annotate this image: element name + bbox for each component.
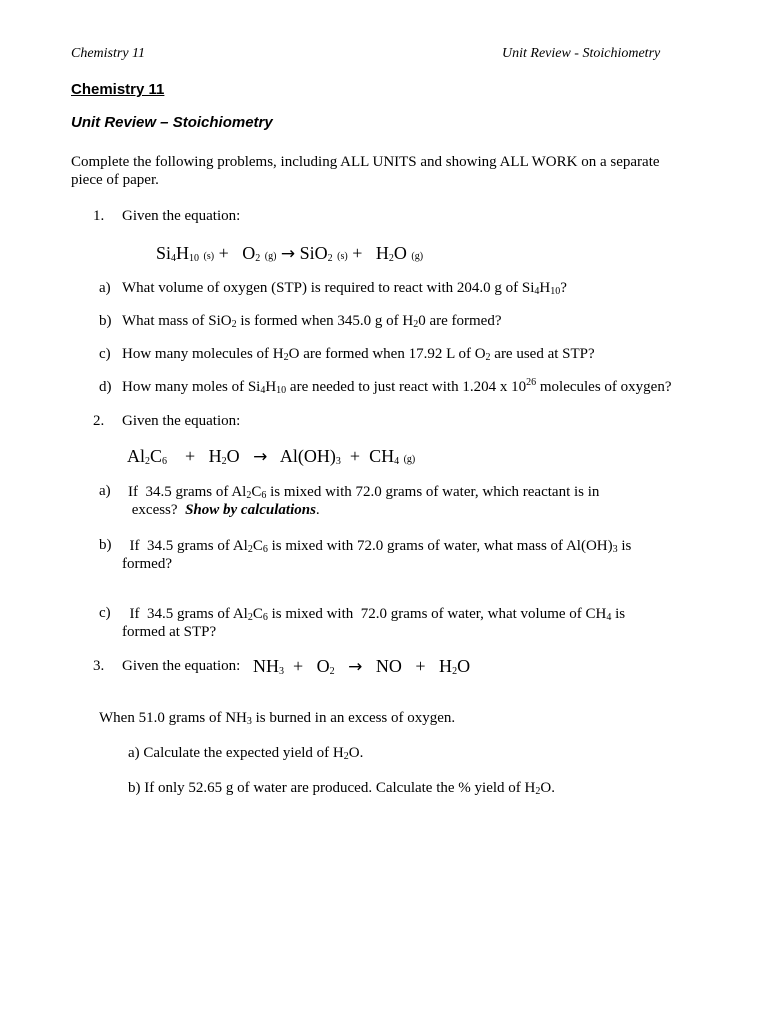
equation-1: $Si_4H_{10}$ $(s) + O_2$ (g) → SiO$_2$ $(s) + H_2O$ (g)	[156, 243, 424, 264]
q2-part-a-emphasis: Show by calculations	[185, 502, 316, 518]
question-3-prompt: Given the equation:	[122, 658, 241, 674]
q2-part-c-text: If 34.5 grams of $Al_2C_6$ is mixed with 72.0 grams of water, what volume of $CH_4$ is formed at STP?	[122, 606, 626, 640]
question-3-number: 3.	[93, 658, 105, 674]
q2-part-b-text: If 34.5 grams of $Al_2C_6$ is mixed with 72.0 grams of water, what mass of $Al(OH)_3$ is formed?	[122, 538, 632, 572]
reaction-arrow-icon: →	[348, 657, 363, 677]
q1-part-b-text: What mass of SiO$_2$ is formed when 345.0 g of $H_20$ are formed?	[122, 313, 502, 330]
equation-3: $NH_3 + O_2$ → NO + $H_2O$	[253, 656, 471, 677]
q2-part-b-label: b)	[99, 537, 112, 553]
q1-part-a-text: What volume of oxygen (STP) is required to react with 204.0 g of $Si_4H_{10}$?	[122, 280, 567, 297]
page-title: Chemistry 11	[71, 81, 165, 98]
q1-part-d-text: How many moles of $Si_4H_{10}$ are needed to just react with 1.204 x $10^{26}$ molecules of oxygen?	[122, 377, 672, 396]
header-left: Chemistry 11	[71, 46, 146, 61]
equation-2: $Al_2C_6$ + $H_2O \to Al(OH)_3 + CH_4$ (g)	[127, 446, 416, 467]
page-subtitle: Unit Review – Stoichiometry	[71, 114, 273, 131]
q3-part-a: a) Calculate the expected yield of $H_2O$.	[128, 745, 364, 762]
reaction-arrow-icon: →	[253, 447, 268, 467]
instructions: Complete the following problems, including ALL UNITS and showing ALL WORK on a separate piece of paper.	[71, 154, 660, 188]
q1-part-d-label: d)	[99, 379, 112, 395]
header-right: Unit Review - Stoichiometry	[502, 46, 661, 61]
q2-part-a-label: a)	[99, 483, 111, 499]
q1-part-c-label: c)	[99, 346, 111, 362]
question-2-number: 2.	[93, 413, 105, 429]
q3-part-b: b) If only 52.65 g of water are produced. Calculate the % yield of $H_2O$.	[128, 780, 555, 797]
question-2-prompt: Given the equation:	[122, 413, 241, 429]
reaction-arrow-icon: →	[280, 244, 296, 264]
q2-part-a-text: If 34.5 grams of $Al_2C_6$ is mixed with 72.0 grams of water, which reactant is in excess? Show by calculations.	[128, 484, 600, 518]
q1-part-c-text: How many molecules of $H_2O$ are formed when 17.92 L of $O_2$ are used at STP?	[122, 346, 595, 363]
q1-part-a-label: a)	[99, 280, 111, 296]
q2-part-c-label: c)	[99, 605, 111, 621]
q3-statement: When 51.0 grams of $NH_3$ is burned in an excess of oxygen.	[99, 710, 456, 727]
question-1-number: 1.	[93, 208, 105, 224]
q1-part-b-label: b)	[99, 313, 112, 329]
question-1-prompt: Given the equation:	[122, 208, 241, 224]
